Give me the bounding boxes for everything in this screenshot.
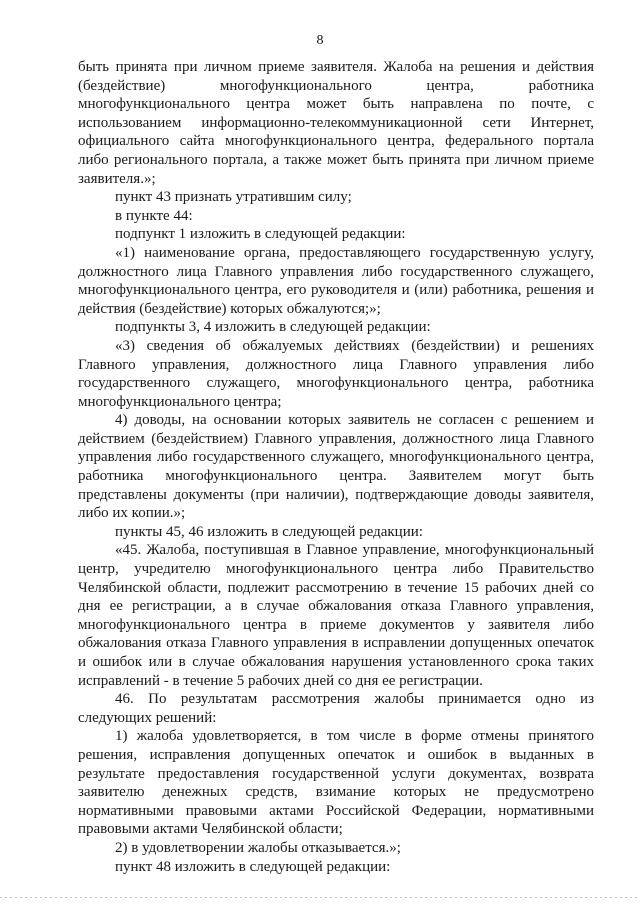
paragraph-subitem-4: 4) доводы, на основании которых заявитель не согласен с решением и действием (бездействием) Главного управления, должностного лица Главного управления либо государственного служащего, многофункционального центра, работника многофункционального центра. Заявителем могут быть представлены документы (при наличии), подтверждающие доводы заявителя, либо их копии.»; — [78, 412, 594, 522]
paragraph-subitem-3: «3) сведения об обжалуемых действиях (бездействии) и решениях Главного управления, должностного лица Главного управления либо государственного служащего, многофункционального центра, работника многофункционального центра; — [78, 337, 594, 410]
paragraph-subitem-1: «1) наименование органа, предоставляющего государственную услугу, должностного лица Главного управления либо государственного служащего, многофункционального центра, его руководителя и (или) работника, решения и действия (бездействие) которых обжалуются;»; — [78, 244, 594, 317]
paragraph-item-48-intro: пункт 48 изложить в следующей редакции: — [115, 858, 391, 875]
paragraph-subitem-1-intro: подпункт 1 изложить в следующей редакции: — [115, 226, 406, 243]
paragraph-decision-2: 2) в удовлетворении жалобы отказывается.»; — [115, 839, 401, 856]
scan-artifact — [312, 828, 328, 840]
page-number: 8 — [316, 33, 324, 48]
paragraph-items-45-46-intro: пункты 45, 46 изложить в следующей редакции: — [115, 523, 423, 540]
paragraph-decision-1: 1) жалоба удовлетворяется, в том числе в форме отмены принятого решения, исправления допущенных опечаток и ошибок в выданных в результате предоставления государственной услуги документах, возврата заявителю денежных средств, взимание которых не предусмотрено нормативными правовыми актами Российской Федерации, нормативными правовыми актами Челябинской области; — [78, 728, 594, 838]
paragraph-item-46: 46. По результатам рассмотрения жалобы принимается одно из следующих решений: — [78, 691, 594, 726]
paragraph-item-43: пункт 43 признать утратившим силу; — [115, 189, 352, 206]
scan-bottom-edge — [0, 897, 640, 898]
document-body — [78, 58, 594, 876]
paragraph-item-45: «45. Жалоба, поступившая в Главное управление, многофункциональный центр, учредителю многофункционального центра либо Правительство Челябинской области, подлежит рассмотрению в течение 15 рабочих дней со дня ее регистрации, а в случае обжалования отказа Главного управления, многофункционального центра в приеме документов у заявителя либо обжалования отказа Главного управления в исправлении допущенных опечаток и ошибок или в случае обжалования нарушения установленного срока таких исправлений - в течение 5 рабочих дней со дня ее регистрации. — [78, 542, 594, 689]
paragraph-complaint-submission: быть принята при личном приеме заявителя. Жалоба на решения и действия (бездействие) многофункционального центра, работника многофункционального центра может быть направлена по почте, с использованием информационно-телекоммуникационной сети Интернет, официального сайта многофункционального центра, федерального портала либо регионального портала, а также может быть принята при личном приеме заявителя.»; — [78, 59, 594, 187]
paragraph-subitems-3-4-intro: подпункты 3, 4 изложить в следующей редакции: — [115, 319, 431, 336]
paragraph-item-44: в пункте 44: — [115, 207, 193, 224]
